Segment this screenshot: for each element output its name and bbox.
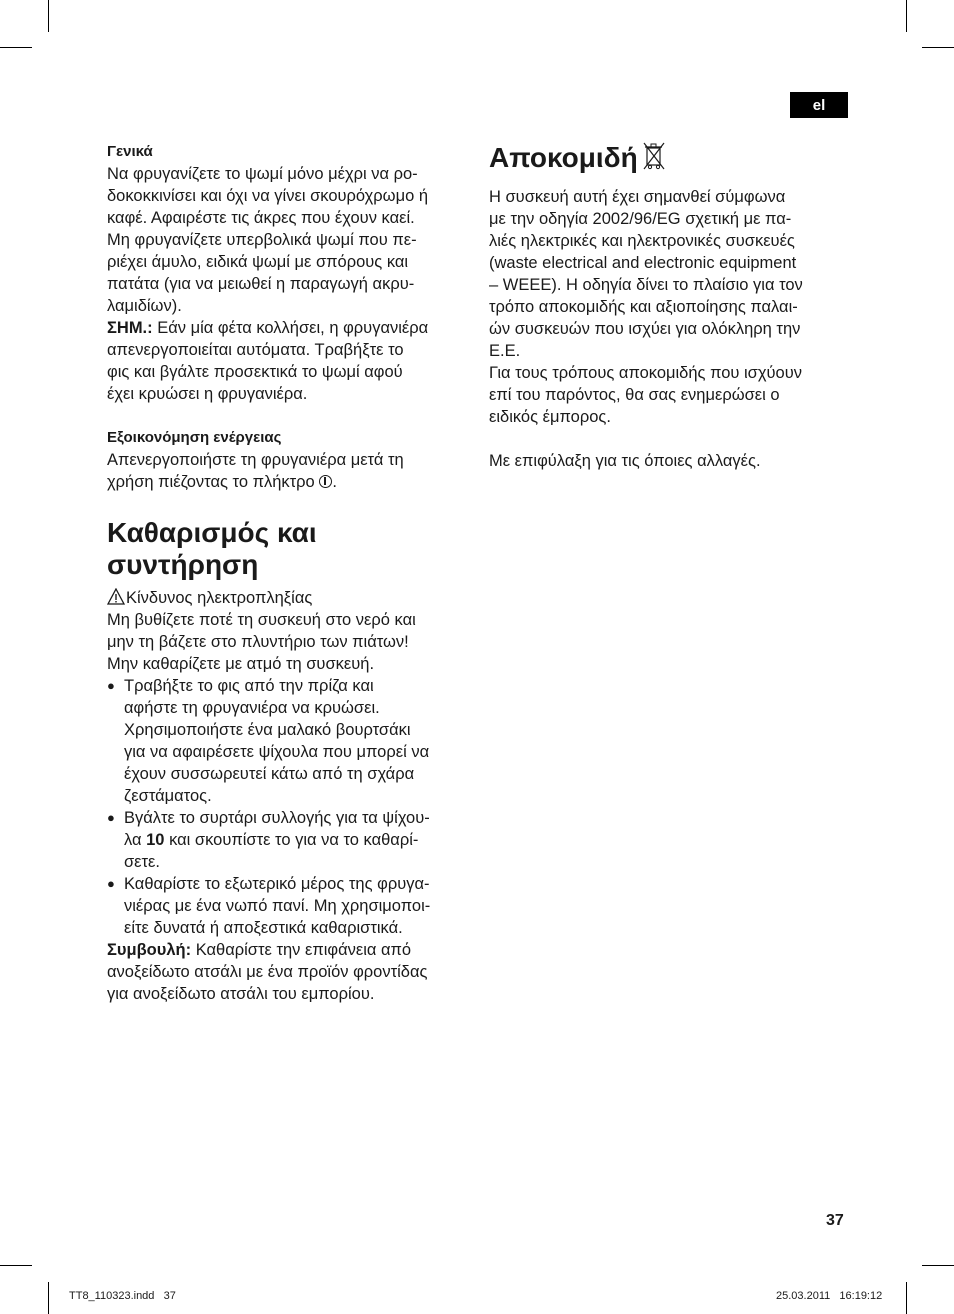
cleaning-title: [107, 517, 472, 581]
general-heading: Γενικά: [107, 143, 153, 160]
cleaning-title-line: συντήρηση: [107, 549, 259, 580]
list-item: [107, 675, 472, 807]
general-line: Μη φρυγανίζετε υπερβολικά ψωμί που πε-: [107, 231, 417, 249]
disposal-line: (waste electrical and electronic equipment: [489, 254, 797, 272]
energy-line: [107, 471, 472, 493]
disposal-line: Για τους τρόπους αποκομιδής που ισχύουν: [489, 364, 803, 382]
crop-mark: [0, 47, 32, 48]
energy-text-end: .: [332, 473, 337, 491]
energy-heading: Εξοικονόμηση ενέργειας: [107, 429, 282, 446]
crop-mark: [922, 1265, 954, 1266]
language-tab: el: [790, 92, 848, 118]
disposal-line: λιές ηλεκτρικές και ηλεκτρονικές συσκευές: [489, 232, 795, 250]
general-line: πατάτα (για να μειωθεί η παραγωγή ακρυ-: [107, 275, 415, 293]
disposal-title-text: Αποκομιδή: [489, 142, 638, 173]
cleaning-title-line: Καθαρισμός και: [107, 517, 317, 548]
part-number: 10: [146, 831, 165, 849]
general-line: λαμιδίων).: [107, 297, 182, 315]
general-line: καφέ. Αφαιρέστε τις άκρες που έχουν καεί.: [107, 209, 415, 227]
step-line: για να αφαιρέσετε ψίχουλα που μπορεί να: [124, 743, 430, 761]
energy-text: χρήση πιέζοντας το πλήκτρο: [107, 473, 320, 491]
step-line: σετε.: [124, 853, 160, 871]
tip-paragraph: [107, 939, 472, 961]
disposal-title: [489, 141, 849, 174]
note-line: απενεργοποιείται αυτόματα. Τραβήξτε το: [107, 341, 404, 359]
crop-mark: [48, 0, 49, 32]
step-line: έχουν συσσωρευτεί κάτω από τη σχάρα: [124, 765, 415, 783]
step-line: Χρησιμοποιήστε ένα μαλακό βουρτσάκι: [124, 721, 411, 739]
list-item: [107, 873, 472, 939]
disposal-line: – WEEE). Η οδηγία δίνει το πλαίσιο για τον: [489, 276, 803, 294]
crossed-bin-icon: [642, 141, 666, 171]
cleaning-line: Μην καθαρίζετε με ατμό τη συσκευή.: [107, 655, 375, 673]
cleaning-steps: [107, 675, 472, 939]
disposal-line: με την οδηγία 2002/96/EG σχετική με πα-: [489, 210, 792, 228]
general-line: ριέχει άμυλο, ειδικά ψωμί με σπόρους και: [107, 253, 409, 271]
step-line: αφήστε τη φρυγανιέρα να κρυώσει.: [124, 699, 380, 717]
energy-line: Απενεργοποιήστε τη φρυγανιέρα μετά τη: [107, 451, 404, 469]
tip-text: Καθαρίστε την επιφάνεια από: [191, 941, 412, 959]
page-number: 37: [826, 1212, 844, 1229]
left-column: [107, 141, 472, 1005]
disposal-line: ειδικός έμπορος.: [489, 408, 611, 426]
reserve-note: Με επιφύλαξη για τις όποιες αλλαγές.: [489, 452, 761, 470]
note-paragraph: [107, 317, 472, 339]
disposal-line: E.E.: [489, 342, 521, 360]
warning-text: Κίνδυνος ηλεκτροπληξίας: [126, 589, 313, 607]
step-line: ● Τραβήξτε το φις από την πρίζα και: [124, 677, 374, 695]
step-line: ● Βγάλτε το συρτάρι συλλογής για τα ψίχου-: [124, 809, 430, 827]
crop-mark: [906, 0, 907, 32]
list-item: [107, 807, 472, 873]
cleaning-line: Μη βυθίζετε ποτέ τη συσκευή στο νερό και: [107, 611, 416, 629]
crop-mark: [48, 1282, 49, 1314]
warning-triangle-icon: [107, 588, 125, 605]
step-line: ● Καθαρίστε το εξωτερικό μέρος της φρυγα-: [124, 875, 430, 893]
tip-line: ανοξείδωτο ατσάλι με ένα προϊόν φροντίδας: [107, 963, 428, 981]
footer-datetime: 25.03.2011 16:19:12: [776, 1290, 883, 1302]
warning-line: [107, 587, 472, 609]
note-text: Εάν μία φέτα κολλήσει, η φρυγανιέρα: [152, 319, 429, 337]
step-line: [124, 829, 472, 851]
tip-line: για ανοξείδωτο ατσάλι του εμπορίου.: [107, 985, 375, 1003]
crop-mark: [0, 1265, 32, 1266]
step-line: ζεστάματος.: [124, 787, 212, 805]
general-line: δοκοκκινίσει και όχι να γίνει σκουρόχρωμο ή: [107, 187, 429, 205]
crop-mark: [922, 47, 954, 48]
step-line: είτε δυνατά ή αποξεστικά καθαριστικά.: [124, 919, 403, 937]
crop-mark: [906, 1282, 907, 1314]
disposal-line: τρόπο αποκομιδής και αξιοποίησης παλαι-: [489, 298, 798, 316]
disposal-line: Η συσκευή αυτή έχει σημανθεί σύμφωνα: [489, 188, 786, 206]
note-line: φις και βγάλτε προσεκτικά το ψωμί αφού: [107, 363, 403, 381]
footer-file: TT8_110323.indd 37: [69, 1290, 176, 1302]
step-line: νιέρας με ένα νωπό πανί. Μη χρησιμοποι-: [124, 897, 431, 915]
step-text: και σκουπίστε το για να το καθαρί-: [164, 831, 419, 849]
note-label: ΣΗΜ.:: [107, 319, 153, 337]
power-icon: [319, 475, 332, 488]
general-line: Να φρυγανίζετε το ψωμί μόνο μέχρι να ρο-: [107, 165, 418, 183]
tip-label: Συμβουλή:: [107, 941, 192, 959]
disposal-line: επί του παρόντος, θα σας ενημερώσει ο: [489, 386, 780, 404]
cleaning-line: μην τη βάζετε στο πλυντήριο των πιάτων!: [107, 633, 409, 651]
disposal-line: ών συσκευών που ισχύει για ολόκληρη την: [489, 320, 801, 338]
step-text: λα: [124, 831, 147, 849]
right-column: [489, 141, 849, 472]
note-line: έχει κρυώσει η φρυγανιέρα.: [107, 385, 308, 403]
